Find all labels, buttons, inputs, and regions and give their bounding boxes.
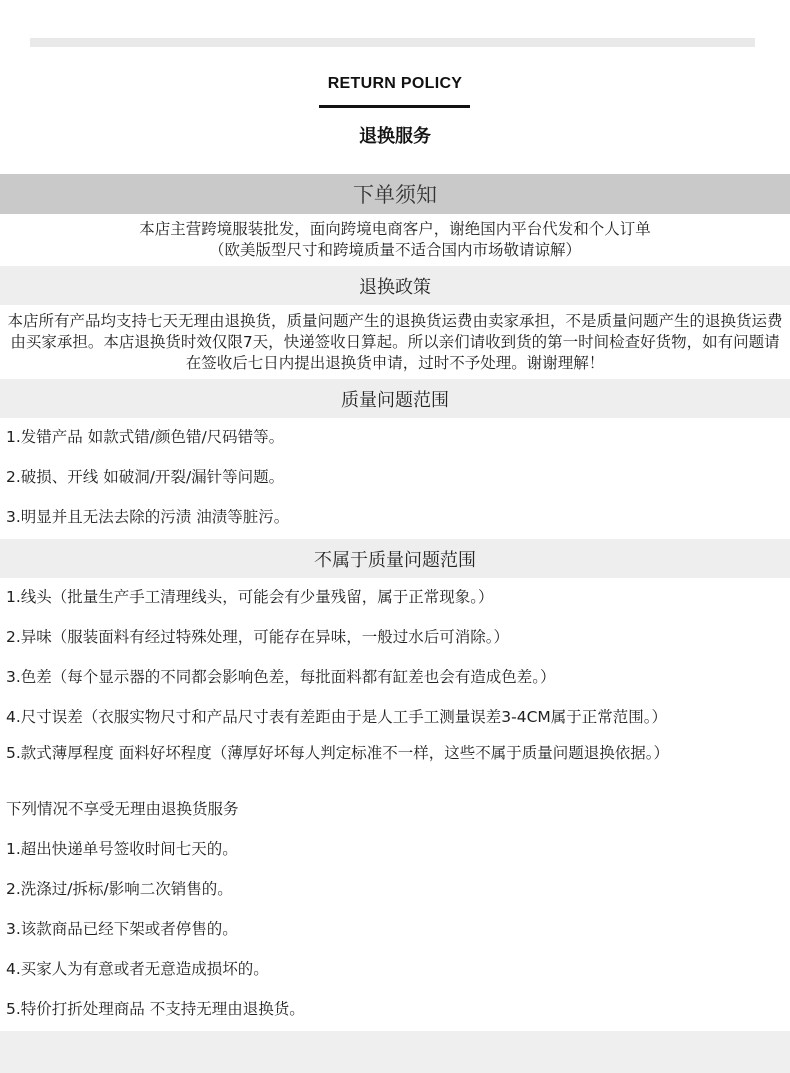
not-quality-issue-item: 2.异味（服装面料有经过特殊处理，可能存在异味，一般过水后可消除。）	[6, 628, 510, 646]
quality-issue-item: 3.明显并且无法去除的污渍 油渍等脏污。	[6, 508, 290, 526]
page-title-en: RETURN POLICY	[327, 75, 463, 92]
return-policy-heading: 退换政策	[0, 266, 790, 305]
order-notice-text	[0, 219, 790, 261]
not-quality-issue-item: 4.尺寸误差（衣服实物尺寸和产品尺寸表有差距由于是人工手工测量误差3-4CM属于正常范围。）	[6, 708, 668, 726]
no-return-item: 5.特价打折处理商品 不支持无理由退换货。	[6, 1000, 305, 1018]
title-underline	[319, 105, 470, 108]
no-return-item: 1.超出快递单号签收时间七天的。	[6, 840, 238, 858]
no-return-item: 3.该款商品已经下架或者停售的。	[6, 920, 238, 938]
order-notice-line-2: （欧美版型尺寸和跨境质量不适合国内市场敬请谅解）	[208, 241, 581, 259]
page-title-cn: 退换服务	[359, 126, 431, 147]
no-return-item: 2.洗涤过/拆标/影响二次销售的。	[6, 880, 233, 898]
quality-issues-heading: 质量问题范围	[0, 379, 790, 418]
order-notice-line-1: 本店主营跨境服装批发，面向跨境电商客户，谢绝国内平台代发和个人订单	[139, 220, 651, 238]
quality-issue-item: 1.发错产品 如款式错/颜色错/尺码错等。	[6, 428, 285, 446]
not-quality-issues-heading: 不属于质量问题范围	[0, 539, 790, 578]
top-divider-bar	[30, 38, 755, 47]
not-quality-issue-item: 3.色差（每个显示器的不同都会影响色差，每批面料都有缸差也会有造成色差。）	[6, 668, 556, 686]
not-quality-issue-item: 5.款式薄厚程度 面料好坏程度（薄厚好坏每人判定标准不一样，这些不属于质量问题退换依据。）	[6, 744, 669, 762]
not-quality-issue-item: 1.线头（批量生产手工清理线头，可能会有少量残留，属于正常现象。）	[6, 588, 494, 606]
return-policy-text: 本店所有产品均支持七天无理由退换货，质量问题产生的退换货运费由卖家承担，不是质量问题产生的退换货运费由买家承担。本店退换货时效仅限7天，快递签收日算起。所以亲们请收到货的第一时间检查好货物，如有问题请在签收后七日内提出退换货申请，过时不予处理。谢谢理解！	[7, 312, 783, 372]
quality-issue-item: 2.破损、开线 如破洞/开裂/漏针等问题。	[6, 468, 285, 486]
no-return-heading: 下列情况不享受无理由退换货服务	[6, 800, 239, 818]
bottom-footer-bar	[0, 1031, 790, 1073]
order-notice-heading: 下单须知	[0, 174, 790, 214]
no-return-item: 4.买家人为有意或者无意造成损坏的。	[6, 960, 269, 978]
